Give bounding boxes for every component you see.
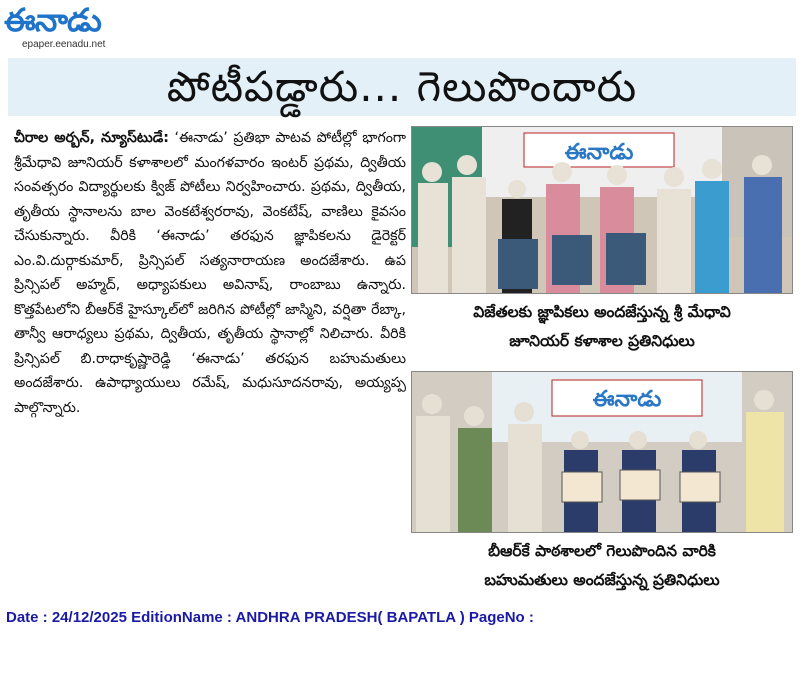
caption-1-line-2: జూనియర్ కళాశాల ప్రతినిధులు (509, 332, 695, 350)
article-text: ‘ఈనాడు’ ప్రతిభా పాటవ పోటీల్లో భాగంగా శ్రీమేధావి జూనియర్ కళాశాలలో మంగళవారం ఇంటర్ ప్రథమ, ద్వితీయ సంవత్సరం విద్యార్థులకు క్విజ్ పోటీలు నిర్వహించారు. ప్రథమ, ద్వితీయ, తృతీయ స్థానాలను బాల వెంకటేశ్వరరావు, వెంకటేష్, వాణిలు కైవసం చేసుకున్నారు. వీరికి ‘ఈనాడు’ తరఫున జ్ఞాపికలను డైరెక్టర్ ఎం.వి.దుర్గాకుమార్, ప్రిన్సిపల్ సత్యనారాయణ అందజేశారు. ఉప ప్రిన్సిపల్ అహ్మద్, అధ్యాపకులు అవినాష్, రాంబాబు ఉన్నారు. కొత్తపేటలోని బీఆర్‌కే హైస్కూల్‌లో జరిగిన పోటీల్లో జాస్మిని, వర్షితా రేబ్కా, తాన్వీ ఆరాధ్యలు ప్రథమ, ద్వితీయ, తృతీయ స్థానాల్లో నిలిచారు. వీరికి ప్రిన్సిపల్ బి.రాధాకృష్ణారెడ్డి ‘ఈనాడు’ తరఫున బహుమతులు అందజేశారు. ఉపాధ్యాయులు రమేష్, మధుసూదనరావు, అయ్యప్ప పాల్గొన్నారు. (14, 130, 406, 416)
photo-medhavi-illustration (412, 127, 792, 293)
eenadu-logo-text: ఈనాడు (4, 1, 101, 39)
caption-1-line-1: విజేతలకు జ్ఞాపికలు అందజేస్తున్న శ్రీ మేధావి (473, 303, 731, 321)
photo-medhavi-college (411, 126, 793, 294)
banner-logo-text: ఈనాడు (564, 140, 634, 165)
epaper-url[interactable]: epaper.eenadu.net (22, 39, 106, 50)
article-dateline: చీరాల అర్బన్, న్యూస్‌టుడే: (14, 130, 169, 146)
photo-caption-2 (411, 537, 793, 595)
photo-brk-illustration (412, 372, 792, 532)
article-body (14, 126, 406, 420)
banner-logo-text-2: ఈనాడు (592, 387, 662, 412)
page-headline: పోటీపడ్డారు... గెలుపొందారు (166, 62, 638, 111)
masthead-logo[interactable] (4, 2, 144, 54)
photo-brk-school (411, 371, 793, 533)
caption-2-line-1: బీఆర్‌కే పాఠశాలలో గెలుపొందిన వారికి (488, 542, 716, 560)
headline-banner (8, 58, 796, 116)
caption-2-line-2: బహుమతులు అందజేస్తున్న ప్రతినిధులు (484, 571, 720, 589)
photo-caption-1 (411, 298, 793, 356)
edition-footer: Date : 24/12/2025 EditionName : ANDHRA PRADESH( BAPATLA ) PageNo : (6, 609, 534, 626)
